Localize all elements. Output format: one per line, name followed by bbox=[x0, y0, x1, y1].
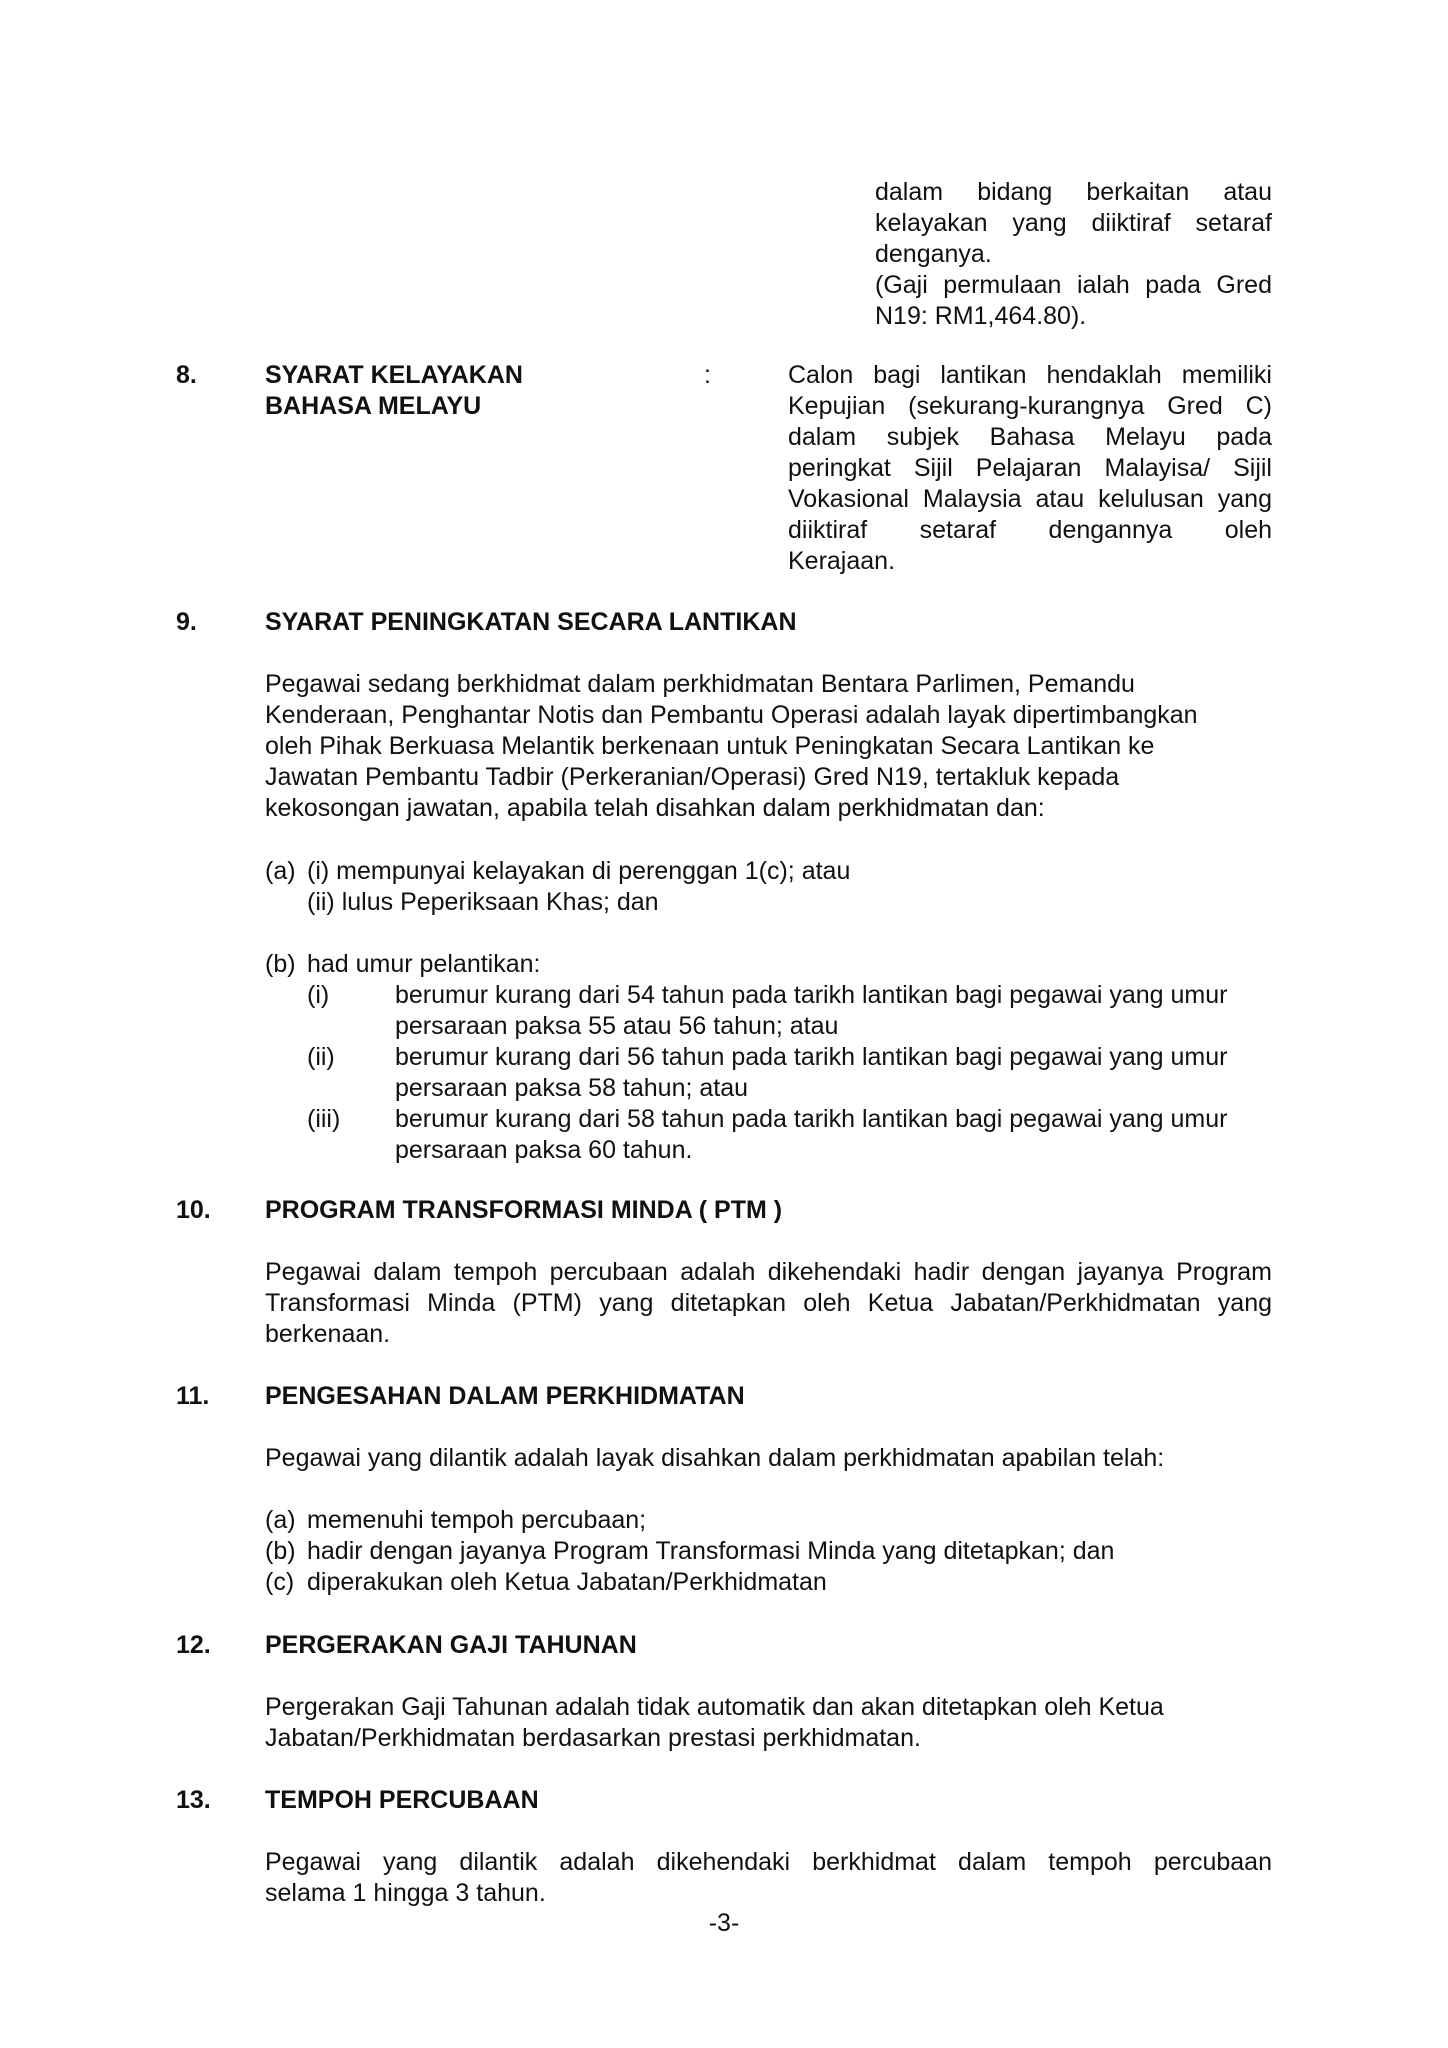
section-paragraph bbox=[265, 1257, 1272, 1350]
text-line: Vokasional Malaysia atau kelulusan yang bbox=[788, 485, 1272, 513]
sub-list-text bbox=[395, 1104, 1272, 1166]
sub-list-label: (iii) bbox=[307, 1105, 341, 1133]
list-item-text bbox=[307, 856, 850, 918]
text-line: Pergerakan Gaji Tahunan adalah tidak automatik dan akan ditetapkan oleh Ketua bbox=[265, 1693, 1164, 1721]
section-heading: PROGRAM TRANSFORMASI MINDA ( PTM ) bbox=[265, 1196, 783, 1224]
text-line: Kerajaan. bbox=[788, 547, 896, 575]
text-line: dalam bidang berkaitan atau bbox=[875, 178, 1272, 206]
sub-list-label: (ii) bbox=[307, 1043, 335, 1071]
section-heading bbox=[265, 360, 523, 422]
text-line: selama 1 hingga 3 tahun. bbox=[265, 1879, 546, 1907]
text-line: dalam subjek Bahasa Melayu pada bbox=[788, 423, 1272, 451]
text-line: persaraan paksa 58 tahun; atau bbox=[395, 1074, 749, 1102]
text-line: berumur kurang dari 54 tahun pada tarikh lantikan bagi pegawai yang umur bbox=[395, 981, 1228, 1009]
text-line: Pegawai dalam tempoh percubaan adalah dikehendaki hadir dengan jayanya Program bbox=[265, 1258, 1272, 1286]
list-label: (a) bbox=[265, 857, 296, 885]
section-paragraph bbox=[265, 1692, 1272, 1754]
section-paragraph: Pegawai yang dilantik adalah layak disahkan dalam perkhidmatan apabilan telah: bbox=[265, 1444, 1165, 1472]
text-line: berumur kurang dari 58 tahun pada tarikh lantikan bagi pegawai yang umur bbox=[395, 1105, 1228, 1133]
text-line: Pegawai yang dilantik adalah dikehendaki berkhidmat dalam tempoh percubaan bbox=[265, 1848, 1272, 1876]
sub-list-text bbox=[395, 980, 1272, 1042]
list-label: (a) bbox=[265, 1506, 296, 1534]
text-line: Kepujian (sekurang-kurangnya Gred C) bbox=[788, 392, 1272, 420]
section-number: 11. bbox=[176, 1382, 210, 1410]
list-label: (b) bbox=[265, 1537, 296, 1565]
top-continuation-text bbox=[875, 177, 1272, 332]
section-heading: SYARAT PENINGKATAN SECARA LANTIKAN bbox=[265, 608, 797, 636]
heading-line: BAHASA MELAYU bbox=[265, 392, 482, 420]
section-number: 12. bbox=[176, 1631, 211, 1659]
text-line: Jawatan Pembantu Tadbir (Perkeranian/Operasi) Gred N19, tertakluk kepada bbox=[265, 763, 1120, 791]
section-heading: PERGERAKAN GAJI TAHUNAN bbox=[265, 1631, 637, 1659]
text-line: kekosongan jawatan, apabila telah disahkan dalam perkhidmatan dan: bbox=[265, 794, 1045, 822]
list-item-text: memenuhi tempoh percubaan; bbox=[307, 1506, 647, 1534]
section-body bbox=[788, 360, 1272, 577]
text-line: persaraan paksa 60 tahun. bbox=[395, 1136, 693, 1164]
text-line: kelayakan yang diiktiraf setaraf bbox=[875, 209, 1272, 237]
section-number: 10. bbox=[176, 1196, 211, 1224]
section-heading: PENGESAHAN DALAM PERKHIDMATAN bbox=[265, 1382, 745, 1410]
colon-separator: : bbox=[704, 361, 711, 389]
text-line: denganya. bbox=[875, 240, 992, 268]
text-line: Calon bagi lantikan hendaklah memiliki bbox=[788, 361, 1272, 389]
text-line: berkenaan. bbox=[265, 1320, 391, 1348]
list-label: (b) bbox=[265, 950, 296, 978]
section-paragraph bbox=[265, 1847, 1272, 1909]
sub-list-label: (i) bbox=[307, 981, 330, 1009]
list-item-text: hadir dengan jayanya Program Transformasi Minda yang ditetapkan; dan bbox=[307, 1537, 1115, 1565]
list-item-text: diperakukan oleh Ketua Jabatan/Perkhidmatan bbox=[307, 1568, 827, 1596]
section-number: 8. bbox=[176, 361, 197, 389]
text-line: (Gaji permulaan ialah pada Gred bbox=[875, 271, 1272, 299]
list-label: (c) bbox=[265, 1568, 295, 1596]
text-line: peringkat Sijil Pelajaran Malayisa/ Sijil bbox=[788, 454, 1272, 482]
text-line: (i) mempunyai kelayakan di perenggan 1(c); atau bbox=[307, 857, 851, 885]
text-line: (ii) lulus Peperiksaan Khas; dan bbox=[307, 888, 659, 916]
text-line: Pegawai sedang berkhidmat dalam perkhidmatan Bentara Parlimen, Pemandu bbox=[265, 670, 1135, 698]
section-number: 13. bbox=[176, 1786, 211, 1814]
section-heading: TEMPOH PERCUBAAN bbox=[265, 1786, 539, 1814]
text-line: Kenderaan, Penghantar Notis dan Pembantu Operasi adalah layak dipertimbangkan bbox=[265, 701, 1198, 729]
text-line: N19: RM1,464.80). bbox=[875, 302, 1087, 330]
text-line: diiktiraf setaraf dengannya oleh bbox=[788, 516, 1272, 544]
text-line: persaraan paksa 55 atau 56 tahun; atau bbox=[395, 1012, 839, 1040]
text-line: berumur kurang dari 56 tahun pada tarikh lantikan bagi pegawai yang umur bbox=[395, 1043, 1228, 1071]
heading-line: SYARAT KELAYAKAN bbox=[265, 361, 523, 389]
sub-list-text bbox=[395, 1042, 1272, 1104]
section-number: 9. bbox=[176, 608, 197, 636]
list-item-text: had umur pelantikan: bbox=[307, 950, 541, 978]
section-paragraph bbox=[265, 669, 1272, 824]
text-line: oleh Pihak Berkuasa Melantik berkenaan untuk Peningkatan Secara Lantikan ke bbox=[265, 732, 1155, 760]
text-line: Transformasi Minda (PTM) yang ditetapkan oleh Ketua Jabatan/Perkhidmatan yang bbox=[265, 1289, 1272, 1317]
page-number: -3- bbox=[708, 1909, 740, 1937]
text-line: Jabatan/Perkhidmatan berdasarkan prestasi perkhidmatan. bbox=[265, 1724, 921, 1752]
